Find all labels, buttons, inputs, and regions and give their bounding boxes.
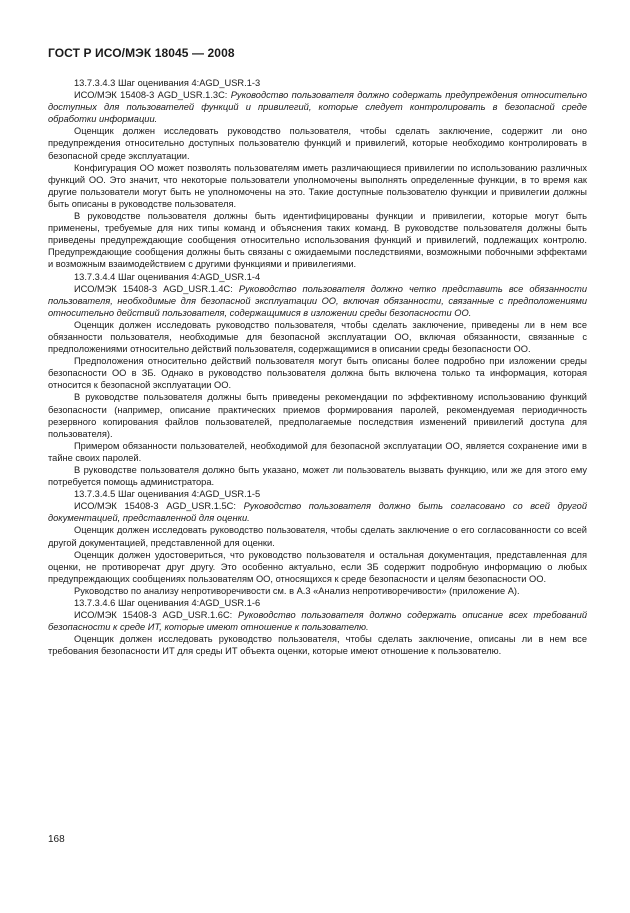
section-heading: 13.7.3.4.6 Шаг оценивания 4:AGD_USR.1-6: [74, 598, 261, 609]
section-heading: 13.7.3.4.3 Шаг оценивания 4:AGD_USR.1-3: [74, 78, 261, 88]
paragraph: Оценщик должен исследовать руководство пользователя, чтобы сделать заключение, приведены ли в нем все обязанности пользователя, необходимые для безопасной эксплуатации ОО, включая обязанности, связанные с предположениями относительно действий пользователя, содержащимися в описании среды безопасности ОО.: [48, 319, 587, 355]
quote-text: Руководство пользователя должно содержать предупреждения относительно доступных для пользователей функций и привилегий, которые следует контролировать в безопасной среде обработки информации.: [48, 90, 588, 125]
paragraph: Руководство по анализу непротиворечивости см. в А.3 «Анализ непротиворечивости» (приложение А).: [74, 585, 520, 596]
quote-reference: ИСО/МЭК 15408-3 AGD_USR.1.5C:: [74, 501, 244, 512]
document-header: ГОСТ Р ИСО/МЭК 18045 — 2008: [48, 46, 235, 60]
paragraph: В руководстве пользователя должно быть указано, может ли пользователь вызвать функцию, или же для этого ему потребуется помощь администратора.: [48, 465, 587, 488]
document-body: [48, 77, 587, 658]
paragraph: Конфигурация ОО может позволять пользователям иметь различающиеся привилегии по использованию различных функций ОО. Это значит, что некоторые пользователи уполномочены выполнять определенные функции, в то время как другие пользователи могут быть не уполномочены на это. Такие доступные пользователю функции и привилегии должны быть описаны в руководстве пользователя.: [48, 162, 587, 209]
section-heading: 13.7.3.4.5 Шаг оценивания 4:AGD_USR.1-5: [74, 489, 261, 500]
page-number: 168: [48, 834, 65, 845]
paragraph: В руководстве пользователя должны быть приведены рекомендации по эффективному использованию функций безопасности (например, описание практических приемов формирования паролей, рекомендуемая периодичность резервного копирования файлов пользователей, предполагаемые последствия изменений привилегий доступа для пользователя).: [48, 392, 587, 439]
paragraph: В руководстве пользователя должны быть идентифицированы функции и привилегии, которые могут быть применены, требуемые для них типы команд и объяснения таких команд. В руководстве пользователя должны быть приведены предупреждающие сообщения относительно использования функций и привилегий, подлежащих контролю. Предупреждающие сообщения должны быть связаны с ожидаемыми последствиями, возможными побочными эффектами и возможным взаимодействием с другими функциями и привилегиями.: [48, 211, 587, 270]
standard-quote: [48, 500, 587, 524]
paragraph: Оценщик должен удостовериться, что руководство пользователя и остальная документация, представленная для оценки, не противоречат друг другу. Это особенно актуально, если ЗБ содержит подробную информацию о любых предупреждающих сообщениях пользователям ОО, относящихся к среде безопасности и целям безопасности ОО.: [48, 549, 587, 584]
quote-reference: ИСО/МЭК 15408-3 AGD_USR.1.3C:: [74, 90, 231, 101]
paragraph: Оценщик должен исследовать руководство пользователя, чтобы сделать заключение, описаны ли в нем все требования безопасности ИТ для среды ИТ объекта оценки, которые имеют отношение к пользователю.: [48, 634, 587, 657]
paragraph: Оценщик должен исследовать руководство пользователя, чтобы сделать заключение о его согласованности со всей другой документацией, представленной для оценки.: [48, 525, 587, 548]
standard-quote: [48, 283, 587, 319]
quote-reference: ИСО/МЭК 15408-3 AGD_USR.1.6C:: [74, 610, 239, 621]
quote-text: Руководство пользователя должно четко представить все обязанности пользователя, необходимые для безопасной эксплуатации ОО, включая обязанности, связанные с предположениями относительно действий пользователя, содержащимися в изложении среды безопасности ОО.: [48, 283, 587, 318]
paragraph: Предположения относительно действий пользователя могут быть описаны более подробно при изложении среды безопасности ОО в ЗБ. Однако в руководство пользователя должна быть включена только та информация, которая относится к безопасной эксплуатации ОО.: [48, 356, 587, 391]
quote-reference: ИСО/МЭК 15408-3 AGD_USR.1.4C:: [74, 283, 239, 294]
section-heading: 13.7.3.4.4 Шаг оценивания 4:AGD_USR.1-4: [74, 271, 261, 282]
paragraph: Оценщик должен исследовать руководство пользователя, чтобы сделать заключение, содержит ли оно предупреждения относительно доступных пользователю функций и привилегий, которые необходимо контролировать в безопасной среде эксплуатации.: [48, 126, 587, 161]
quote-text: Руководство пользователя должно содержать описание всех требований безопасности к среде ИТ, которые имеют отношение к пользователю.: [48, 610, 587, 633]
standard-quote: [48, 609, 587, 633]
standard-quote: [48, 89, 587, 125]
quote-text: Руководство пользователя должно быть согласовано со всей другой документацией, представленной для оценки.: [48, 501, 588, 524]
paragraph: Примером обязанности пользователей, необходимой для безопасной эксплуатации ОО, является сохранение ими в тайне своих паролей.: [48, 440, 587, 463]
